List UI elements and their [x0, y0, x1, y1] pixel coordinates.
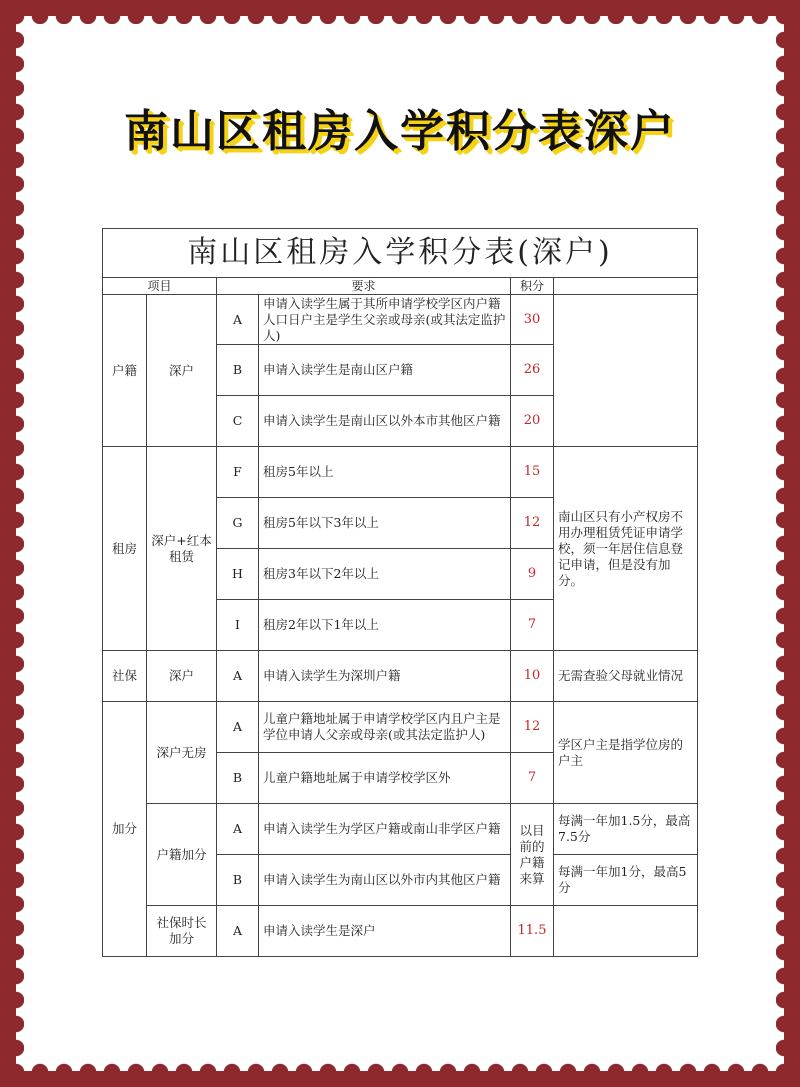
code-cell: A [217, 804, 259, 855]
subcategory-cell: 深户无房 [147, 702, 217, 804]
code-cell: C [217, 396, 259, 447]
requirement-cell: 儿童户籍地址属于申请学校学区外 [259, 753, 511, 804]
requirement-cell: 申请入读学生是南山区以外本市其他区户籍 [259, 396, 511, 447]
score-cell: 30 [511, 295, 554, 345]
requirement-cell: 申请入读学生为深圳户籍 [259, 651, 511, 702]
header-note [554, 278, 698, 295]
category-cell: 社保 [103, 651, 147, 702]
score-cell: 20 [511, 396, 554, 447]
subcategory-cell: 深户 [147, 651, 217, 702]
subcategory-cell: 户籍加分 [147, 804, 217, 906]
banner-title: 南山区租房入学积分表深户 [124, 106, 676, 157]
requirement-cell: 租房2年以下1年以上 [259, 600, 511, 651]
code-cell: G [217, 498, 259, 549]
code-cell: H [217, 549, 259, 600]
score-cell: 9 [511, 549, 554, 600]
requirement-cell: 申请入读学生是南山区户籍 [259, 345, 511, 396]
score-cell: 12 [511, 498, 554, 549]
code-cell: A [217, 702, 259, 753]
header-requirement: 要求 [217, 278, 511, 295]
note-cell: 每满一年加1.5分，最高7.5分 [554, 804, 698, 855]
note-cell: 学区户主是指学位房的户主 [554, 702, 698, 804]
score-cell: 12 [511, 702, 554, 753]
subcategory-cell: 深户 [147, 295, 217, 447]
note-cell: 每满一年加1分，最高5分 [554, 855, 698, 906]
score-cell: 7 [511, 753, 554, 804]
requirement-cell: 申请入读学生属于其所申请学校学区内户籍人口日户主是学生父亲或母亲(或其法定监护人) [259, 295, 511, 345]
code-cell: A [217, 295, 259, 345]
code-cell: B [217, 753, 259, 804]
code-cell: B [217, 855, 259, 906]
score-cell: 以目前的户籍来算 [511, 804, 554, 906]
category-cell: 户籍 [103, 295, 147, 447]
score-table [102, 228, 698, 957]
subcategory-cell: 社保时长加分 [147, 906, 217, 957]
requirement-cell: 租房5年以下3年以上 [259, 498, 511, 549]
score-cell: 11.5 [511, 906, 554, 957]
requirement-cell: 租房5年以上 [259, 447, 511, 498]
code-cell: B [217, 345, 259, 396]
requirement-cell: 申请入读学生为学区户籍或南山非学区户籍 [259, 804, 511, 855]
note-cell: 无需查验父母就业情况 [554, 651, 698, 702]
subcategory-cell: 深户+红本租赁 [147, 447, 217, 651]
requirement-cell: 申请入读学生是深户 [259, 906, 511, 957]
header-score: 积分 [511, 278, 554, 295]
category-cell: 加分 [103, 702, 147, 957]
score-cell: 10 [511, 651, 554, 702]
note-cell: 南山区只有小产权房不用办理租赁凭证申请学校，须一年居住信息登记申请，但是没有加分。 [554, 447, 698, 651]
note-cell [554, 906, 698, 957]
code-cell: A [217, 906, 259, 957]
requirement-cell: 申请入读学生为南山区以外市内其他区户籍 [259, 855, 511, 906]
code-cell: F [217, 447, 259, 498]
score-cell: 26 [511, 345, 554, 396]
requirement-cell: 租房3年以下2年以上 [259, 549, 511, 600]
table-title: 南山区租房入学积分表(深户) [103, 229, 698, 278]
score-cell: 7 [511, 600, 554, 651]
code-cell: A [217, 651, 259, 702]
score-cell: 15 [511, 447, 554, 498]
code-cell: I [217, 600, 259, 651]
header-item: 项目 [103, 278, 217, 295]
requirement-cell: 儿童户籍地址属于申请学校学区内且户主是学位申请人父亲或母亲(或其法定监护人) [259, 702, 511, 753]
category-cell: 租房 [103, 447, 147, 651]
note-cell [554, 295, 698, 447]
